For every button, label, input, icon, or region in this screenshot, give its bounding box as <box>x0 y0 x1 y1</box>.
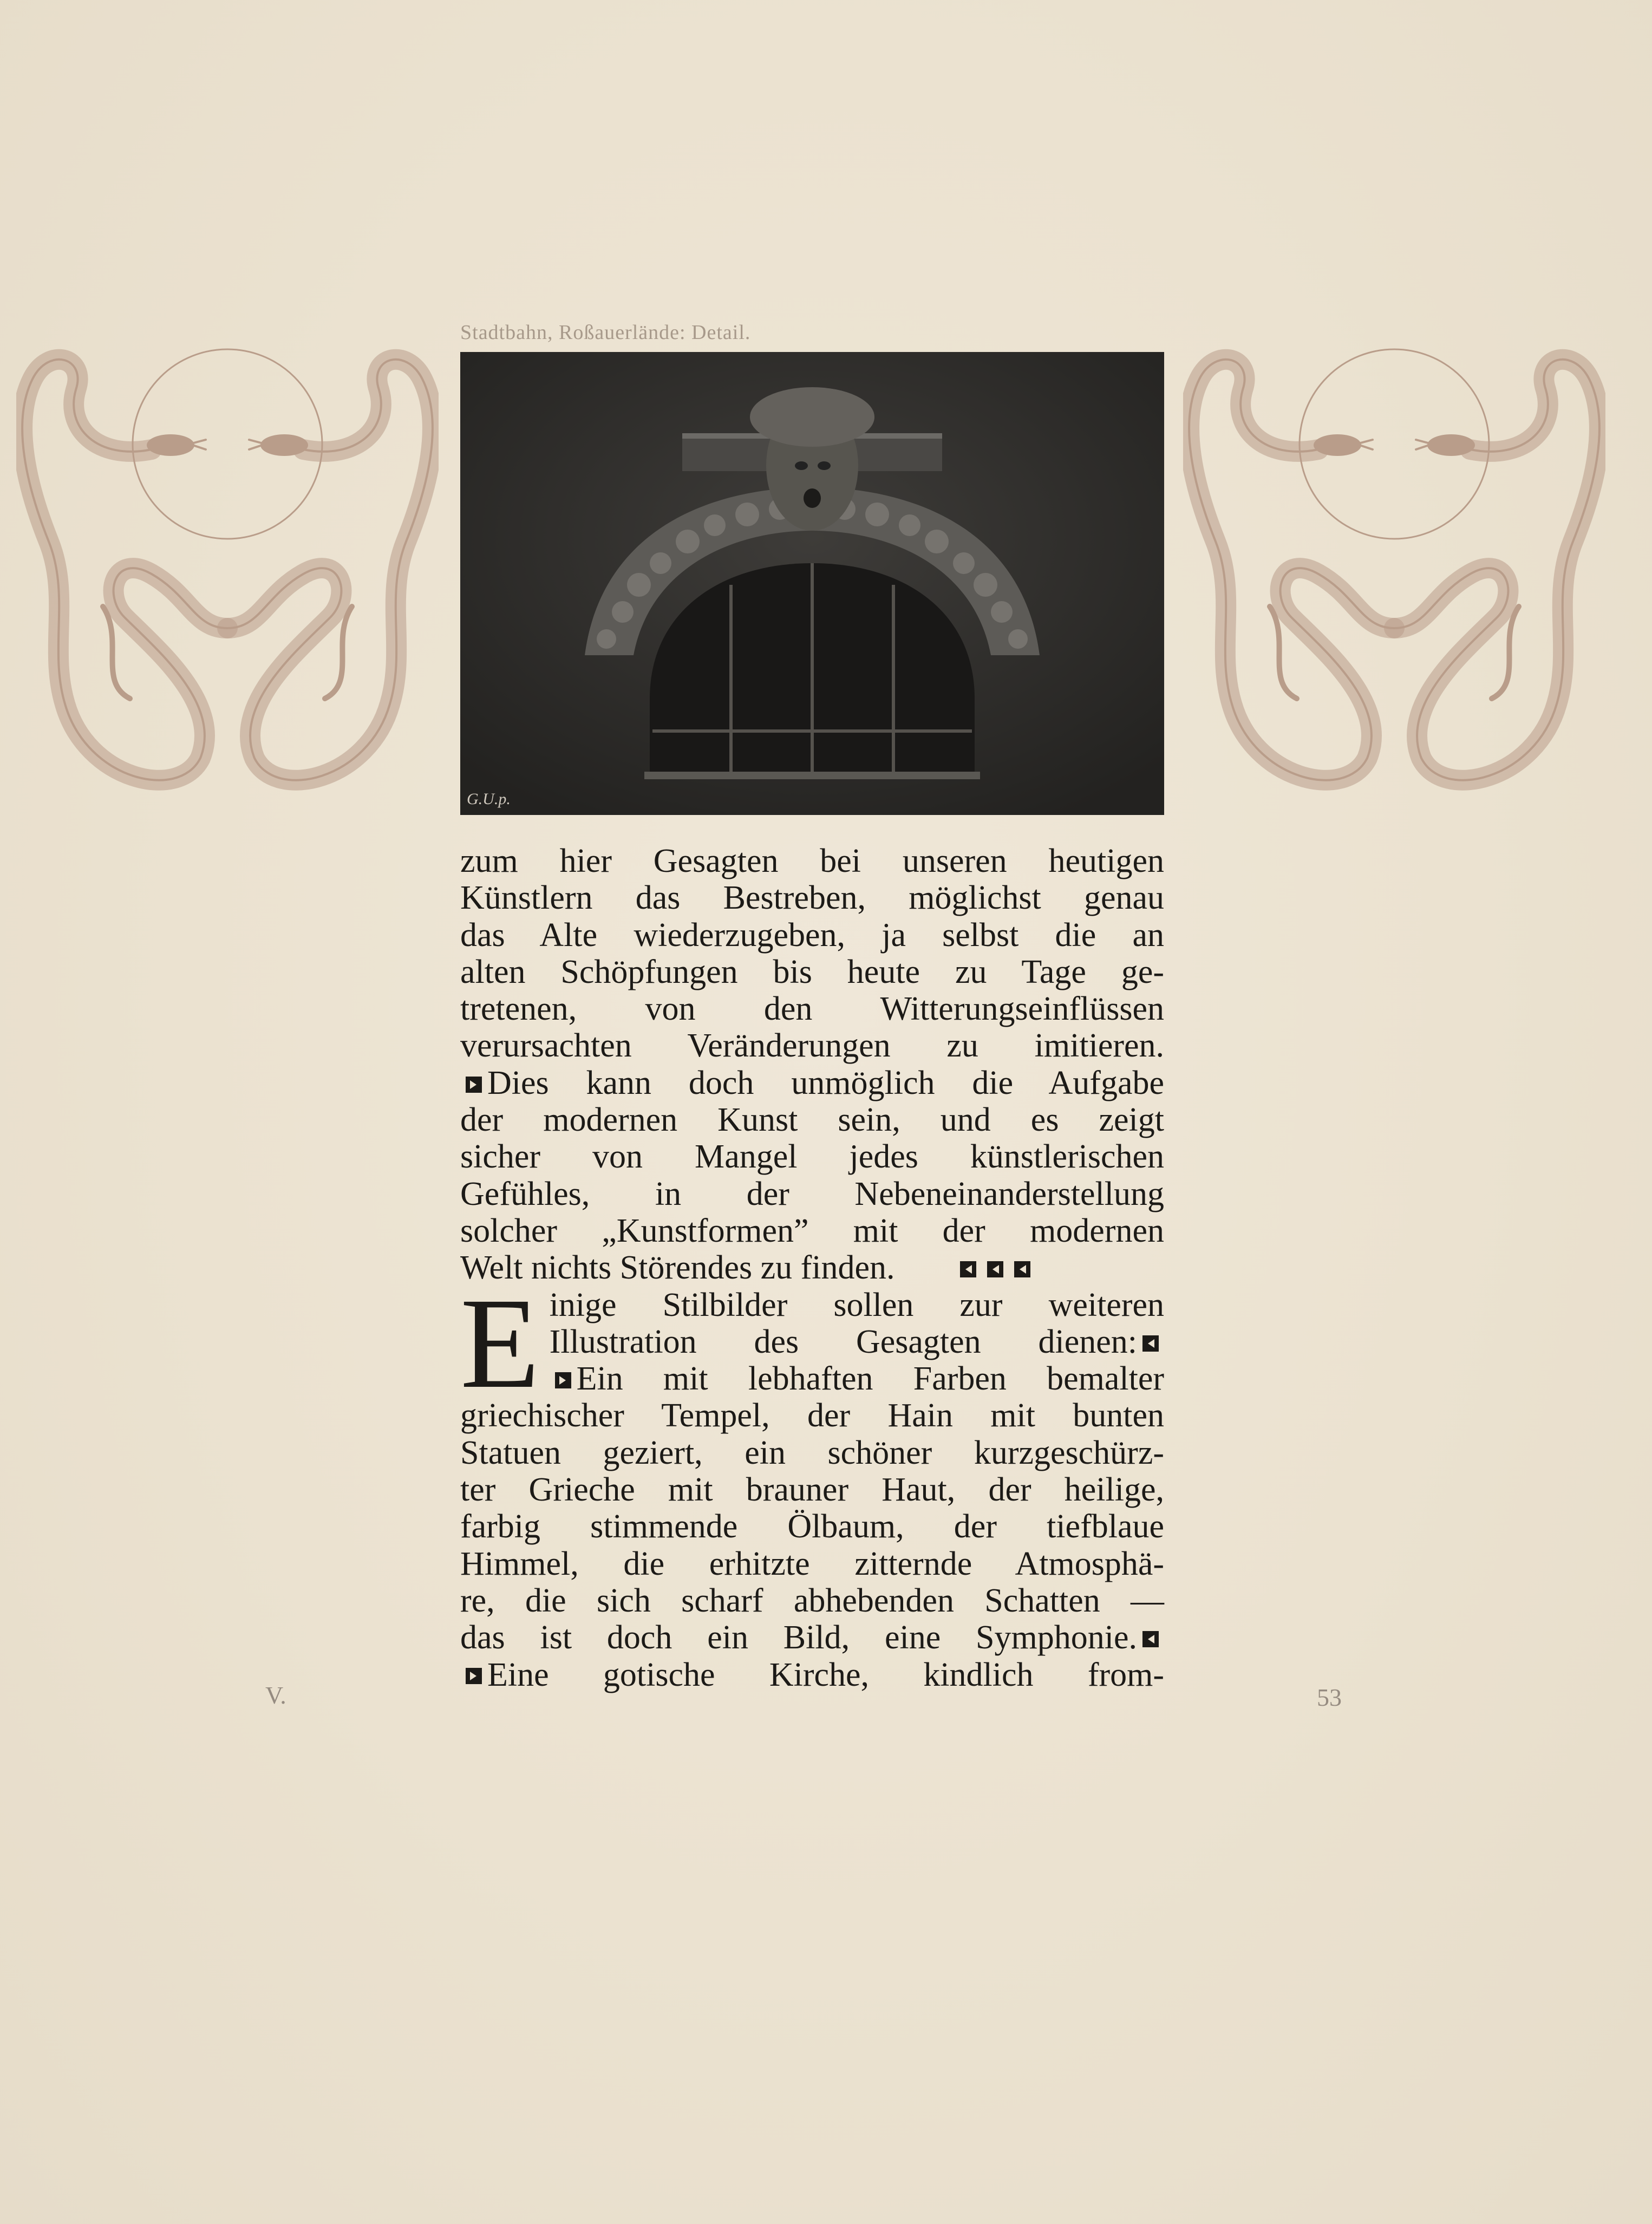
text-line: Dies kann doch unmöglich die Aufgabe <box>460 1065 1164 1101</box>
text-line: Ein mit lebhaften Farben bemalter <box>460 1360 1164 1397</box>
text-line: Gefühles, in der Nebeneinanderstellung <box>460 1175 1164 1212</box>
paragraph-end-icon <box>987 1261 1003 1277</box>
text-line: Illustration des Gesagten dienen: <box>460 1323 1164 1360</box>
text-line: verursachten Veränderungen zu imitieren. <box>460 1027 1164 1065</box>
snake-ornament-left <box>16 347 439 823</box>
drop-cap-paragraph <box>460 1270 1164 1415</box>
text-line: Statuen geziert, ein schöner kurzgeschürz- <box>460 1434 1164 1471</box>
architectural-detail-photo <box>460 352 1164 815</box>
text-line: Welt nichts Störendes zu finden. <box>460 1249 1164 1286</box>
article-body <box>460 843 1164 1693</box>
drop-cap: E <box>460 1270 540 1415</box>
photo-signature: G.U.p. <box>467 790 511 808</box>
text-line: inige Stilbilder sollen zur weiteren <box>549 1286 1164 1323</box>
text-line: das ist doch ein Bild, eine Symphonie. <box>460 1619 1164 1656</box>
text-line: zum hier Gesagten bei unseren heutigen <box>460 843 1164 879</box>
text-line: der modernen Kunst sein, und es zeigt <box>460 1101 1164 1139</box>
text-line: alten Schöpfungen bis heute zu Tage ge- <box>460 953 1164 990</box>
text-line: griechischer Tempel, der Hain mit bunten <box>460 1397 1164 1434</box>
text-line: farbig stimmende Ölbaum, der tiefblaue <box>460 1508 1164 1545</box>
paragraph-end-icon <box>1142 1631 1159 1647</box>
text-line: ter Grieche mit brauner Haut, der heilige, <box>460 1471 1164 1509</box>
text-line: solcher „Kunstformen” mit der modernen <box>460 1212 1164 1249</box>
paragraph-end-icon <box>960 1261 976 1277</box>
signature-mark: V. <box>265 1681 286 1709</box>
paragraph-mark-icon <box>466 1077 482 1093</box>
text-line: Künstlern das Bestreben, möglichst genau <box>460 879 1164 917</box>
text-line: das Alte wiederzugeben, ja selbst die an <box>460 916 1164 954</box>
snake-ornament-right <box>1183 347 1605 823</box>
text-line: tretenen, von den Witterungseinflüssen <box>460 990 1164 1028</box>
text-line: Himmel, die erhitzte zitternde Atmosphä- <box>460 1545 1164 1582</box>
text-line: re, die sich scharf abhebenden Schatten — <box>460 1582 1164 1619</box>
text-line: Eine gotische Kirche, kindlich from- <box>460 1656 1164 1693</box>
paragraph-mark-icon <box>466 1668 482 1684</box>
paragraph-end-icon <box>1142 1335 1159 1352</box>
text-line: sicher von Mangel jedes künstlerischen <box>460 1138 1164 1176</box>
photo-caption: Stadtbahn, Roßauerlände: Detail. <box>460 321 751 344</box>
paragraph-end-icon <box>1014 1261 1030 1277</box>
paragraph-mark-icon <box>555 1372 571 1388</box>
page-number: 53 <box>1317 1684 1342 1711</box>
